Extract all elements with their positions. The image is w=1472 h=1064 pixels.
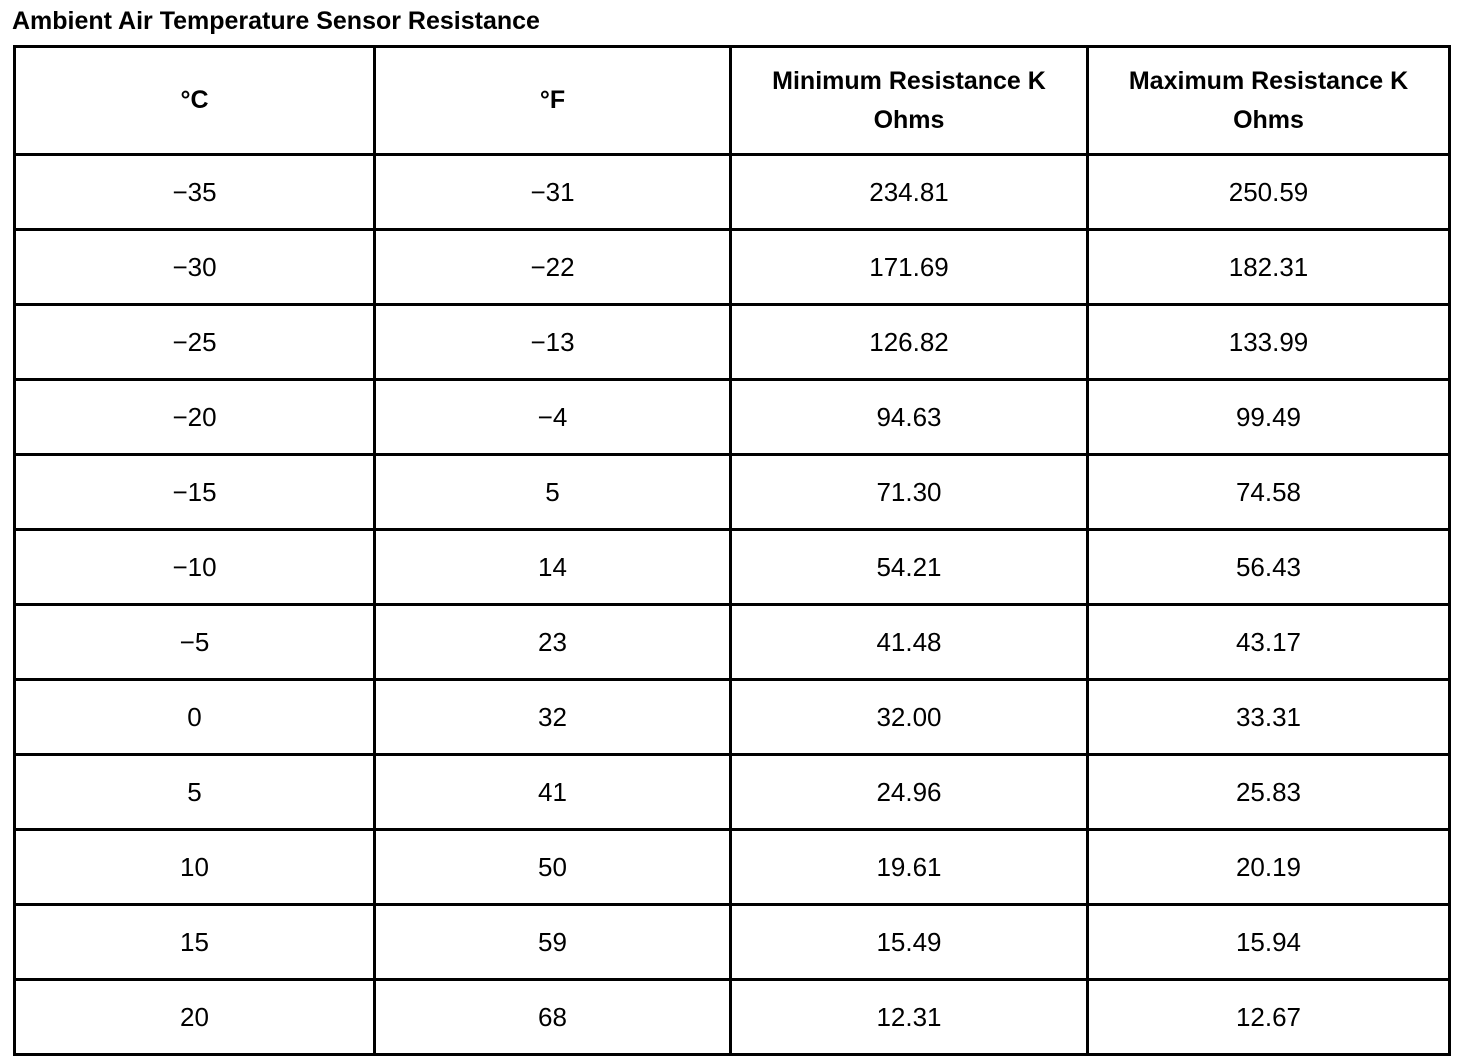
cell-max-resistance: 25.83 (1088, 755, 1450, 830)
cell-fahrenheit: −31 (375, 155, 731, 230)
cell-max-resistance: 250.59 (1088, 155, 1450, 230)
cell-max-resistance: 20.19 (1088, 830, 1450, 905)
cell-fahrenheit: 59 (375, 905, 731, 980)
cell-celsius: −25 (15, 305, 375, 380)
cell-fahrenheit: 14 (375, 530, 731, 605)
header-row (15, 47, 1450, 155)
table-row (15, 980, 1450, 1055)
cell-fahrenheit: −22 (375, 230, 731, 305)
table-row (15, 230, 1450, 305)
table-row (15, 605, 1450, 680)
cell-celsius: 0 (15, 680, 375, 755)
cell-fahrenheit: 32 (375, 680, 731, 755)
table-row (15, 905, 1450, 980)
table-row (15, 755, 1450, 830)
cell-fahrenheit: 50 (375, 830, 731, 905)
cell-min-resistance: 19.61 (731, 830, 1088, 905)
table-row (15, 455, 1450, 530)
cell-fahrenheit: 68 (375, 980, 731, 1055)
cell-max-resistance: 56.43 (1088, 530, 1450, 605)
cell-celsius: 15 (15, 905, 375, 980)
cell-min-resistance: 54.21 (731, 530, 1088, 605)
cell-max-resistance: 33.31 (1088, 680, 1450, 755)
table-row (15, 305, 1450, 380)
header-fahrenheit: °F (375, 47, 731, 155)
cell-min-resistance: 24.96 (731, 755, 1088, 830)
cell-max-resistance: 12.67 (1088, 980, 1450, 1055)
cell-min-resistance: 126.82 (731, 305, 1088, 380)
cell-celsius: 10 (15, 830, 375, 905)
header-celsius: °C (15, 47, 375, 155)
cell-max-resistance: 99.49 (1088, 380, 1450, 455)
table-row (15, 830, 1450, 905)
cell-celsius: −35 (15, 155, 375, 230)
cell-min-resistance: 12.31 (731, 980, 1088, 1055)
cell-celsius: −5 (15, 605, 375, 680)
resistance-table (13, 45, 1451, 1056)
table-row (15, 380, 1450, 455)
cell-min-resistance: 94.63 (731, 380, 1088, 455)
cell-fahrenheit: 41 (375, 755, 731, 830)
cell-celsius: −10 (15, 530, 375, 605)
cell-celsius: −30 (15, 230, 375, 305)
cell-fahrenheit: 5 (375, 455, 731, 530)
cell-min-resistance: 234.81 (731, 155, 1088, 230)
header-min-resistance: Minimum Resistance K Ohms (731, 47, 1088, 155)
cell-max-resistance: 74.58 (1088, 455, 1450, 530)
table-row (15, 155, 1450, 230)
header-max-resistance: Maximum Resistance K Ohms (1088, 47, 1450, 155)
table-row (15, 680, 1450, 755)
cell-fahrenheit: −13 (375, 305, 731, 380)
cell-max-resistance: 182.31 (1088, 230, 1450, 305)
cell-min-resistance: 71.30 (731, 455, 1088, 530)
cell-celsius: −20 (15, 380, 375, 455)
cell-celsius: 5 (15, 755, 375, 830)
cell-min-resistance: 171.69 (731, 230, 1088, 305)
cell-max-resistance: 43.17 (1088, 605, 1450, 680)
cell-fahrenheit: −4 (375, 380, 731, 455)
cell-min-resistance: 32.00 (731, 680, 1088, 755)
cell-max-resistance: 133.99 (1088, 305, 1450, 380)
cell-celsius: −15 (15, 455, 375, 530)
table-row (15, 530, 1450, 605)
cell-max-resistance: 15.94 (1088, 905, 1450, 980)
cell-fahrenheit: 23 (375, 605, 731, 680)
table-body (15, 155, 1450, 1055)
cell-celsius: 20 (15, 980, 375, 1055)
table-title: Ambient Air Temperature Sensor Resistance (12, 7, 540, 35)
cell-min-resistance: 15.49 (731, 905, 1088, 980)
cell-min-resistance: 41.48 (731, 605, 1088, 680)
